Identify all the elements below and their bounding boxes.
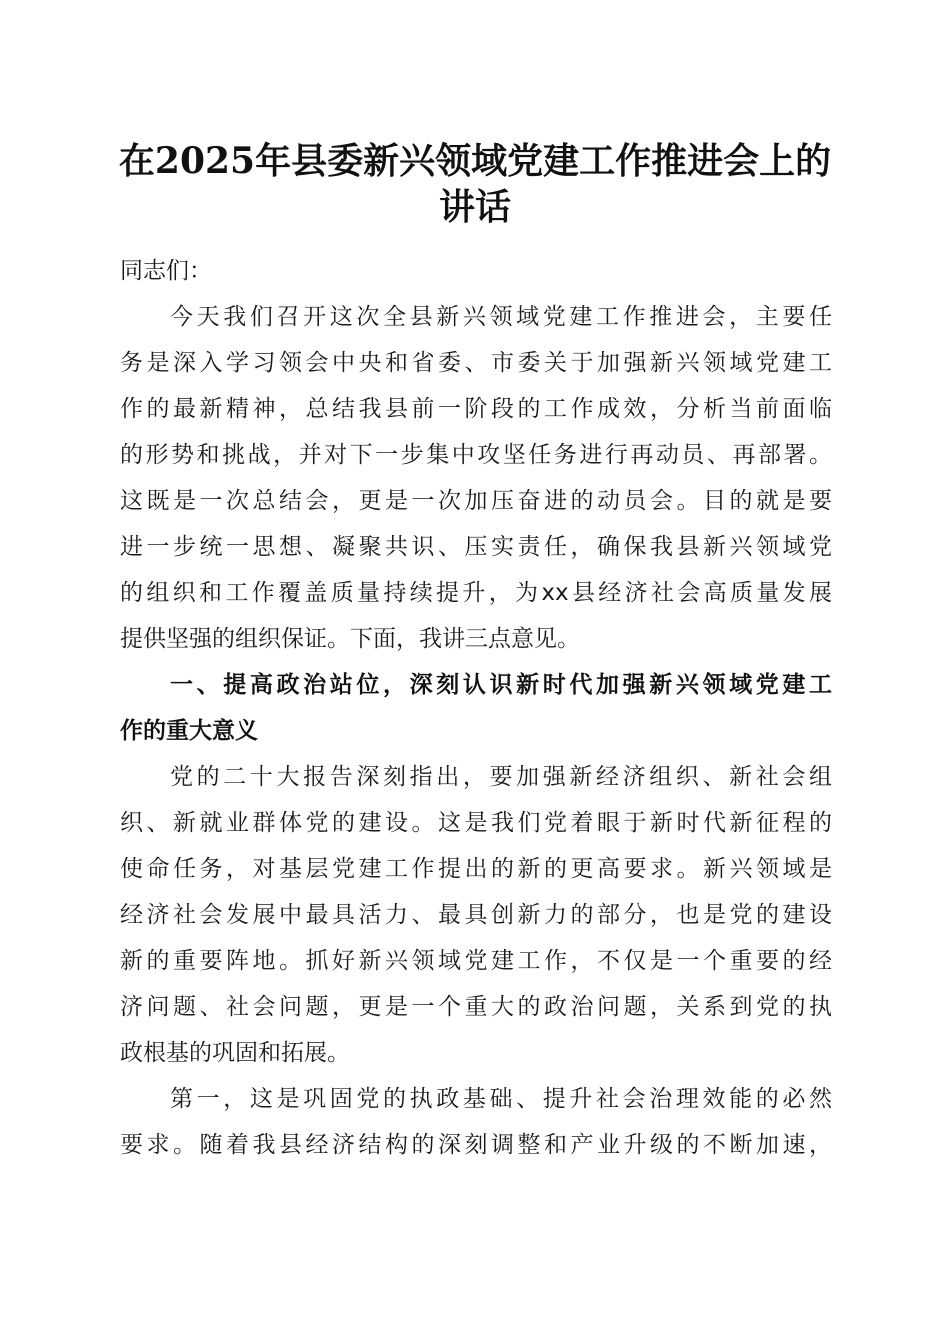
paragraph-line: 作的最新精神，总结我县前一阶段的工作成效，分析当前面临 (120, 396, 832, 422)
document-body (120, 248, 832, 1168)
paragraph-line: 使命任务，对基层党建工作提出的新的更高要求。新兴领域是 (120, 856, 832, 882)
paragraph-first-point (120, 1076, 832, 1168)
document-title-line-1: 在2025年县委新兴领域党建工作推进会上的 (118, 140, 832, 182)
paragraph-line: 今天我们召开这次全县新兴领域党建工作推进会，主要任 (170, 304, 832, 330)
paragraph-line: 经济社会发展中最具活力、最具创新力的部分，也是党的建设 (120, 902, 832, 928)
paragraph-line: 政根基的巩固和拓展。 (120, 1040, 350, 1066)
paragraph-line: 要求。随着我县经济结构的深刻调整和产业升级的不断加速， (120, 1132, 832, 1158)
salutation: 同志们： (120, 258, 212, 284)
paragraph-line: 的组织和工作覆盖质量持续提升，为xx县经济社会高质量发展 (120, 580, 832, 606)
paragraph-line: 党的二十大报告深刻指出，要加强新经济组织、新社会组 (170, 764, 832, 790)
section-heading-line: 作的重大意义 (120, 718, 258, 744)
paragraph-line: 的形势和挑战，并对下一步集中攻坚任务进行再动员、再部署。 (120, 442, 832, 468)
paragraph-line: 这既是一次总结会，更是一次加压奋进的动员会。目的就是要 (120, 488, 832, 514)
paragraph-line: 第一，这是巩固党的执政基础、提升社会治理效能的必然 (170, 1086, 832, 1112)
paragraph-line: 新的重要阵地。抓好新兴领域党建工作，不仅是一个重要的经 (120, 948, 832, 974)
paragraph-significance (120, 754, 832, 1076)
paragraph-line: 织、新就业群体党的建设。这是我们党着眼于新时代新征程的 (120, 810, 832, 836)
paragraph-line: 济问题、社会问题，更是一个重大的政治问题，关系到党的执 (120, 994, 832, 1020)
paragraph-line: 提供坚强的组织保证。下面，我讲三点意见。 (120, 626, 580, 652)
paragraph-line: 务是深入学习领会中央和省委、市委关于加强新兴领域党建工 (120, 350, 832, 376)
section-heading-1 (120, 662, 832, 754)
document-title-line-2: 讲话 (438, 186, 511, 228)
paragraph-intro (120, 294, 832, 662)
paragraph-line: 进一步统一思想、凝聚共识、压实责任，确保我县新兴领域党 (120, 534, 832, 560)
section-heading-line: 一、提高政治站位，深刻认识新时代加强新兴领域党建工 (170, 672, 832, 698)
